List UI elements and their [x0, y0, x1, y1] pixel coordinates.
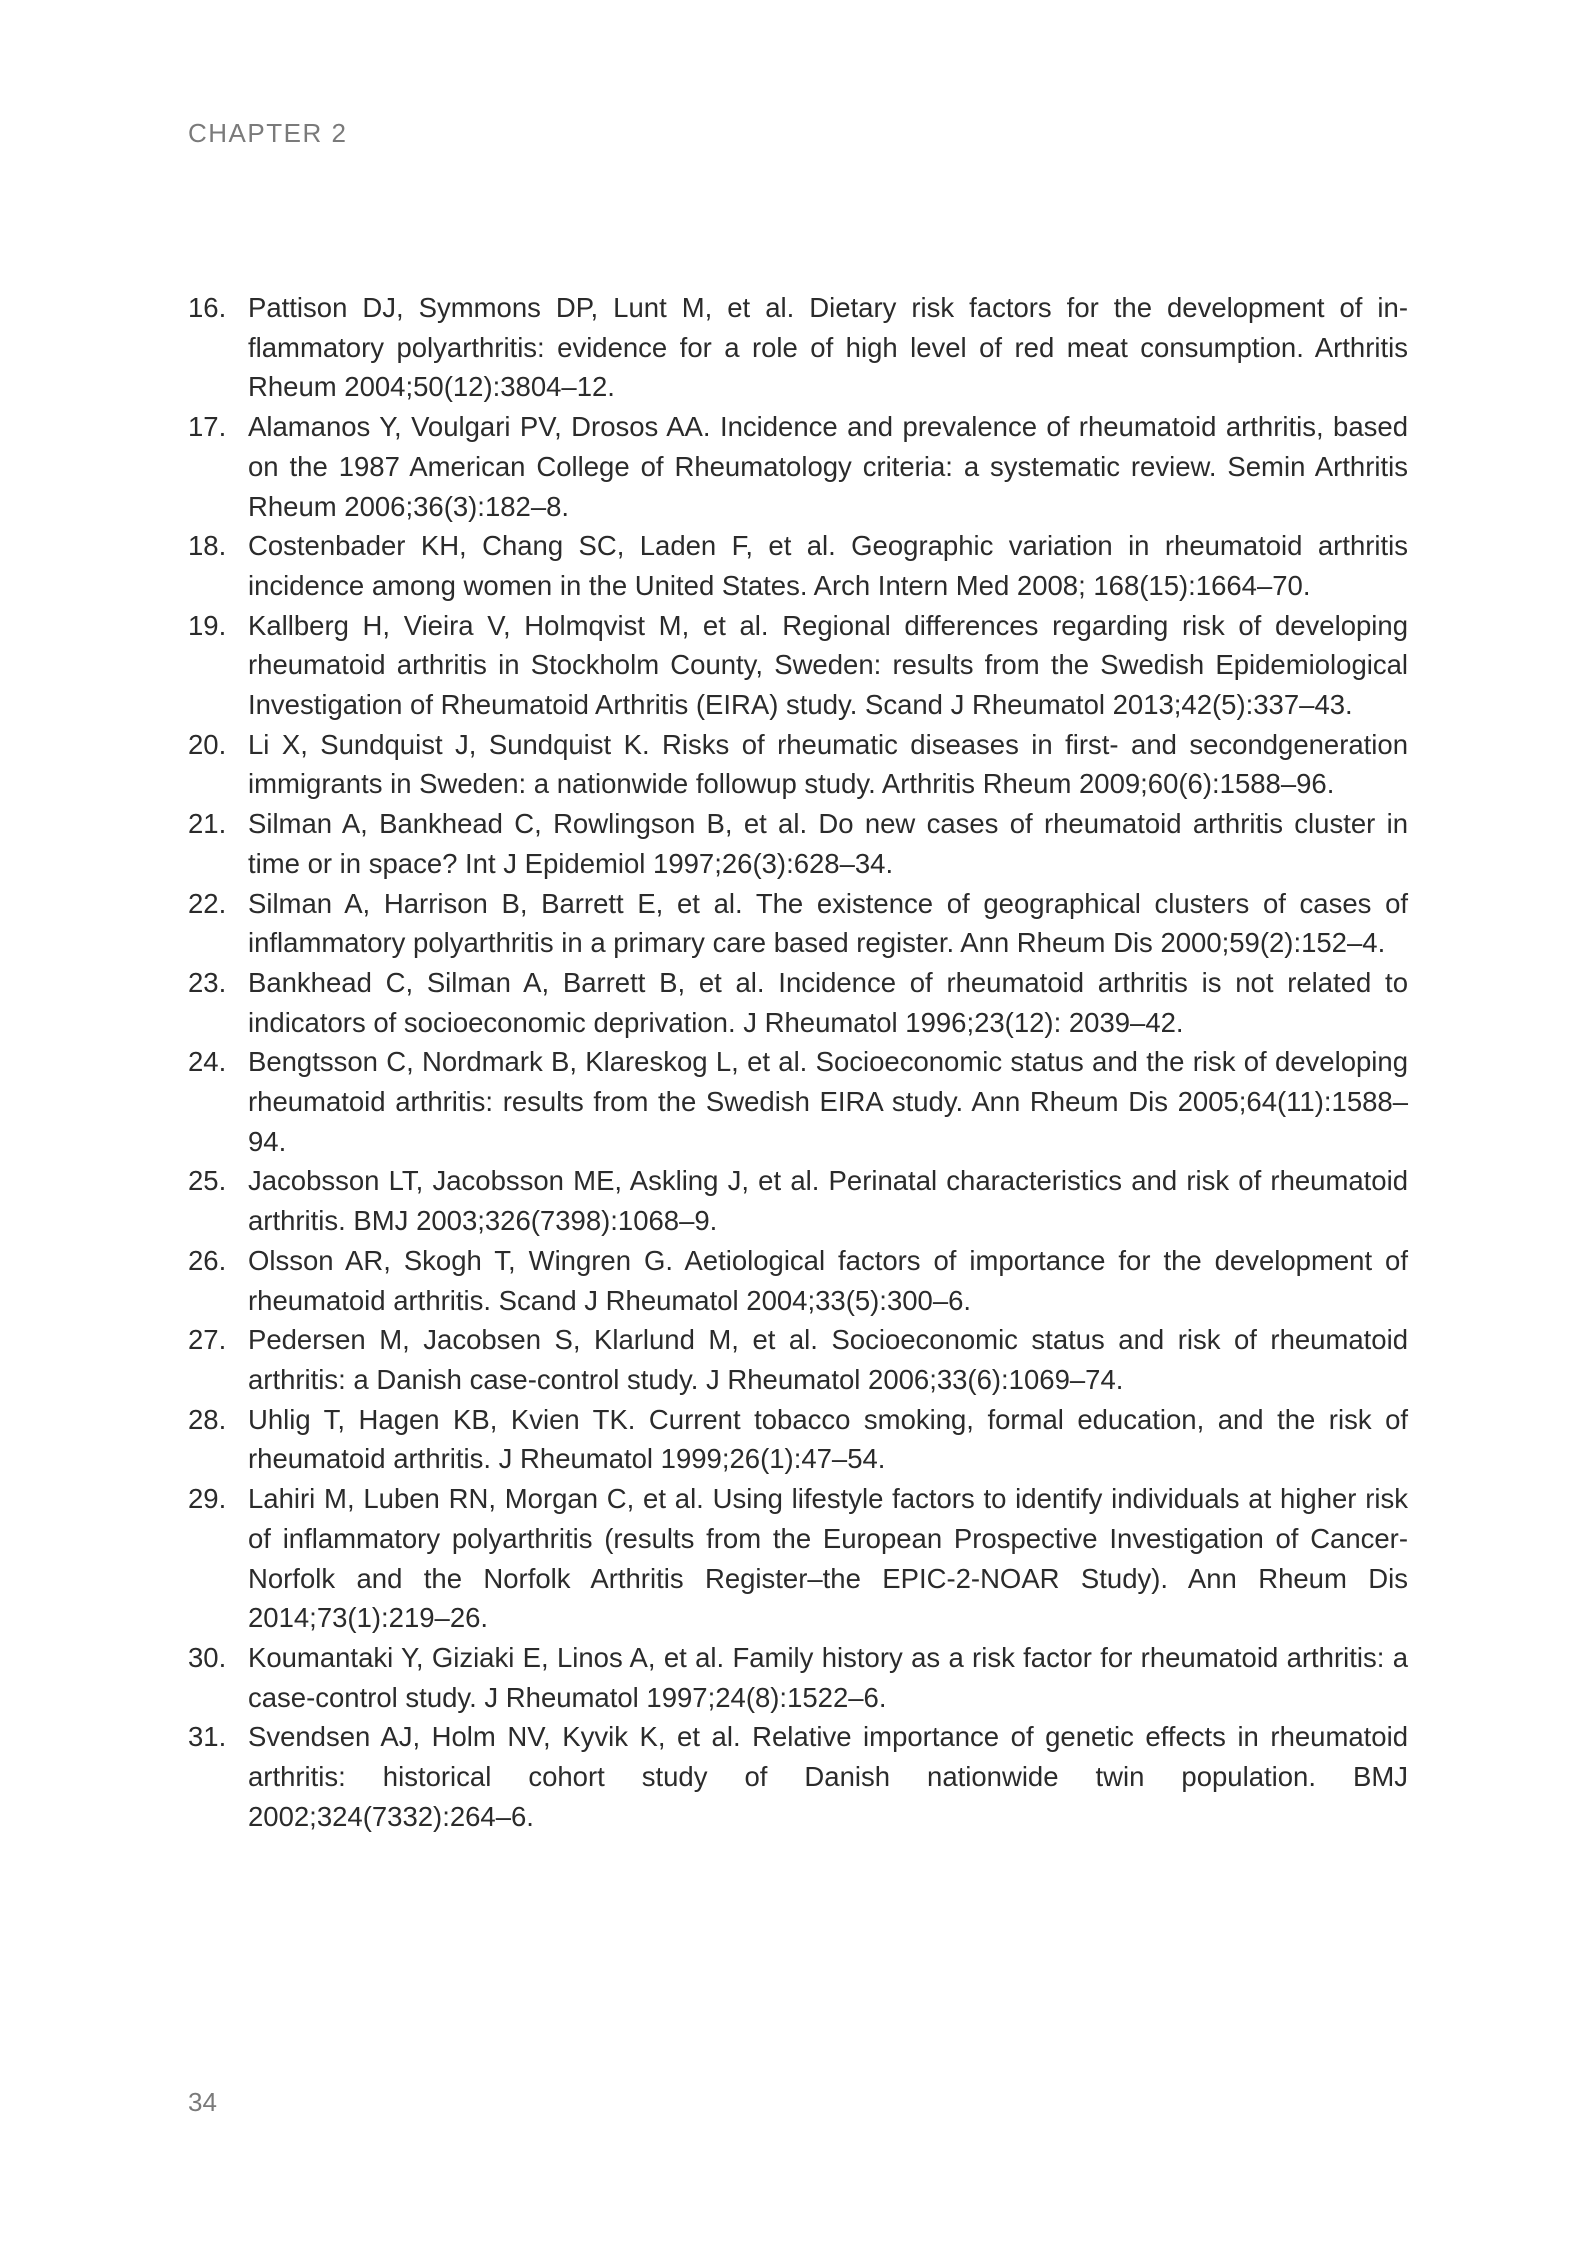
reference-number: 23.: [188, 966, 227, 998]
reference-item: [188, 606, 1408, 725]
reference-text: Alamanos Y, Voulgari PV, Drosos AA. Incidence and prevalence of rheumatoid arthritis, based on the 1987 American College of Rheumatology criteria: a systematic review. Semin Arthritis Rheum 2006;36(3):182–8.: [248, 411, 1408, 522]
reference-item: [188, 407, 1408, 526]
reference-item: [188, 1161, 1408, 1240]
reference-text: Kallberg H, Vieira V, Holmqvist M, et al. Regional differences regarding risk of developing rheumatoid arthritis in Stockholm County, Sweden: results from the Swedish Epidemiological Investigation of Rheumatoid Arthritis (EIRA) study. Scand J Rheumatol 2013;42(5):337–43.: [248, 609, 1408, 721]
reference-text: Uhlig T, Hagen KB, Kvien TK. Current tobacco smoking, formal education, and the risk of rheumatoid arthritis. J Rheumatol 1999;26(1):47–54.: [248, 1403, 1408, 1475]
reference-item: [188, 1042, 1408, 1161]
reference-number: 20.: [188, 728, 227, 760]
chapter-label: CHAPTER 2: [188, 118, 348, 148]
reference-text: Bengtsson C, Nordmark B, Klareskog L, et al. Socioeconomic status and the risk of developing rheumatoid arthritis: results from the Swedish EIRA study. Ann Rheum Dis 2005;64(11):1588–94.: [248, 1046, 1408, 1157]
reference-text: Bankhead C, Silman A, Barrett B, et al. Incidence of rheumatoid arthritis is not related to indicators of socioeconomic deprivation. J Rheumatol 1996;23(12): 2039–42.: [248, 966, 1408, 1038]
reference-number: 29.: [188, 1483, 227, 1515]
reference-number: 31.: [188, 1721, 227, 1753]
reference-text: Silman A, Bankhead C, Rowlingson B, et al. Do new cases of rheumatoid arthritis cluster in time or in space? Int J Epidemiol 1997;26(3):628–34.: [248, 808, 1408, 879]
reference-text: Pattison DJ, Symmons DP, Lunt M, et al. Dietary risk factors for the development of inflammatory polyarthritis: evidence for a role of high level of red meat consumption. Arthritis Rheum 2004;50(12):3804–12.: [248, 292, 1408, 403]
reference-text: Koumantaki Y, Giziaki E, Linos A, et al. Family history as a risk factor for rheumatoid arthritis: a case-control study. J Rheumatol 1997;24(8):1522–6.: [248, 1641, 1408, 1713]
reference-number: 18.: [188, 530, 227, 562]
reference-item: [188, 1241, 1408, 1320]
reference-text: Li X, Sundquist J, Sundquist K. Risks of rheumatic diseases in first- and secondgeneration immigrants in Sweden: a nationwide followup study. Arthritis Rheum 2009;60(6):1588–96.: [248, 728, 1408, 800]
reference-number: 17.: [188, 411, 227, 443]
reference-number: 28.: [188, 1403, 227, 1435]
reference-text: Svendsen AJ, Holm NV, Kyvik K, et al. Relative importance of genetic effects in rheumatoid arthritis: historical cohort study of Danish nationwide twin population. BMJ 2002;324(7332):264–6.: [248, 1721, 1408, 1832]
reference-item: [188, 1479, 1408, 1638]
reference-item: [188, 288, 1408, 407]
reference-item: [188, 1400, 1408, 1479]
reference-number: 22.: [188, 887, 227, 919]
reference-item: [188, 1638, 1408, 1717]
reference-number: 21.: [188, 808, 227, 840]
reference-number: 30.: [188, 1641, 227, 1673]
reference-number: 16.: [188, 292, 227, 323]
reference-text: Costenbader KH, Chang SC, Laden F, et al. Geographic variation in rheumatoid arthritis incidence among women in the United States. Arch Intern Med 2008; 168(15):1664–70.: [248, 530, 1408, 601]
reference-item: [188, 526, 1408, 605]
reference-list: [188, 288, 1408, 1836]
reference-number: 26.: [188, 1244, 227, 1276]
reference-number: 24.: [188, 1046, 227, 1078]
reference-item: [188, 963, 1408, 1042]
reference-number: 25.: [188, 1165, 227, 1197]
reference-item: [188, 725, 1408, 804]
reference-text: Jacobsson LT, Jacobsson ME, Askling J, et al. Perinatal characteristics and risk of rheumatoid arthritis. BMJ 2003;326(7398):1068–9.: [248, 1165, 1408, 1237]
reference-text: Olsson AR, Skogh T, Wingren G. Aetiological factors of importance for the development of rheumatoid arthritis. Scand J Rheumatol 2004;33(5):300–6.: [248, 1244, 1408, 1316]
reference-item: [188, 1717, 1408, 1836]
reference-item: [188, 1320, 1408, 1399]
page-number: 34: [188, 2087, 217, 2117]
reference-text: Pedersen M, Jacobsen S, Klarlund M, et al. Socioeconomic status and risk of rheumatoid arthritis: a Danish case-control study. J Rheumatol 2006;33(6):1069–74.: [248, 1324, 1408, 1395]
reference-number: 19.: [188, 609, 227, 641]
reference-text: Silman A, Harrison B, Barrett E, et al. The existence of geographical clusters of cases of inflammatory polyarthritis in a primary care based register. Ann Rheum Dis 2000;59(2):152–4.: [248, 887, 1408, 959]
reference-item: [188, 804, 1408, 883]
reference-number: 27.: [188, 1324, 227, 1356]
reference-text: Lahiri M, Luben RN, Morgan C, et al. Using lifestyle factors to identify individuals at higher risk of inflammatory polyarthritis (results from the European Prospective Investigation of Cancer-Norfolk and the Norfolk Arthritis Register–the EPIC-2-NOAR Study). Ann Rheum Dis 2014;73(1):219–26.: [248, 1483, 1408, 1634]
reference-item: [188, 884, 1408, 963]
